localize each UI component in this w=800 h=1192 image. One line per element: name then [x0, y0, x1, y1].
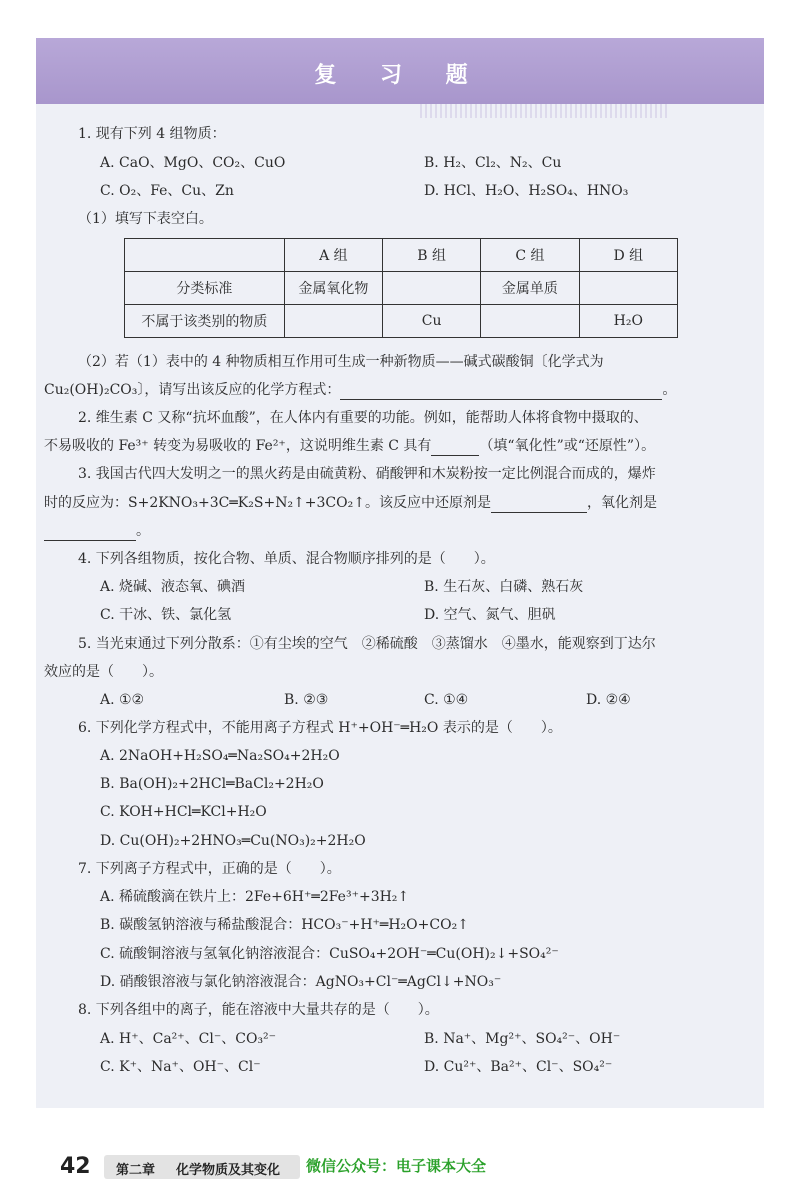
answer-blank — [340, 385, 662, 400]
table-row — [125, 305, 678, 338]
table-cell — [284, 305, 382, 338]
table-header-d: D 组 — [579, 239, 677, 272]
q7-option-d: D. 硝酸银溶液与氯化钠溶液混合：AgNO₃+Cl⁻═AgCl↓+NO₃⁻ — [100, 974, 502, 990]
table-row-label: 不属于该类别的物质 — [125, 305, 285, 338]
q8-stem: 8. 下列各组中的离子，能在溶液中大量共存的是（ ）。 — [78, 1002, 439, 1018]
table-cell: 金属氧化物 — [284, 272, 382, 305]
q2-hint: （填“氧化性”或“还原性”）。 — [479, 438, 656, 454]
page-title: 复 习 题 — [314, 63, 486, 88]
header-decoration — [420, 104, 670, 118]
q1-option-a: A. CaO、MgO、CO₂、CuO — [100, 155, 286, 171]
q1-stem: 1. 现有下列 4 组物质： — [78, 126, 226, 142]
table-row — [125, 272, 678, 305]
q1-option-c: C. O₂、Fe、Cu、Zn — [100, 183, 234, 199]
q5-option-c: C. ①④ — [424, 692, 469, 708]
q2-text: 不易吸收的 Fe³⁺ 转变为易吸收的 Fe²⁺，这说明维生素 C 具有 — [44, 438, 432, 454]
q3-line2 — [44, 493, 657, 513]
watermark-text: 微信公众号：电子课本大全 — [306, 1157, 487, 1175]
table-cell — [579, 272, 677, 305]
q1-sub2-end: 。 — [662, 382, 677, 398]
q4-option-b: B. 生石灰、白磷、熟石灰 — [424, 579, 584, 595]
q3-text-2: ，氧化剂是 — [586, 495, 657, 511]
table-cell: Cu — [382, 305, 480, 338]
q8-option-c: C. K⁺、Na⁺、OH⁻、Cl⁻ — [100, 1059, 261, 1075]
q1-option-d: D. HCl、H₂O、H₂SO₄、HNO₃ — [424, 183, 629, 199]
table-cell — [125, 239, 285, 272]
q1-option-b: B. H₂、Cl₂、N₂、Cu — [424, 155, 562, 171]
q4-option-d: D. 空气、氮气、胆矾 — [424, 607, 556, 623]
q1-sub1: （1）填写下表空白。 — [78, 211, 213, 227]
q5-option-d: D. ②④ — [586, 692, 631, 708]
table-header-a: A 组 — [284, 239, 382, 272]
classification-table — [124, 238, 678, 338]
q3-line1: 3. 我国古代四大发明之一的黑火药是由硫黄粉、硝酸钾和木炭粉按一定比例混合而成的，爆炸 — [78, 466, 656, 482]
q3-line3 — [44, 521, 150, 541]
q3-text: 时的反应为：S+2KNO₃+3C═K₂S+N₂↑+3CO₂↑。该反应中还原剂是 — [44, 495, 491, 511]
q1-sub2-line1: （2）若（1）表中的 4 种物质相互作用可生成一种新物质——碱式碳酸铜〔化学式为 — [78, 354, 604, 370]
chapter-number: 第二章 — [116, 1163, 156, 1178]
q8-option-a: A. H⁺、Ca²⁺、Cl⁻、CO₃²⁻ — [100, 1031, 277, 1047]
table-header-b: B 组 — [382, 239, 480, 272]
q5-option-a: A. ①② — [100, 692, 145, 708]
q5-line2: 效应的是（ ）。 — [44, 664, 163, 680]
q7-option-a: A. 稀硫酸滴在铁片上：2Fe+6H⁺═2Fe³⁺+3H₂↑ — [100, 889, 410, 905]
answer-blank — [431, 441, 479, 456]
q4-option-a: A. 烧碱、液态氧、碘酒 — [100, 579, 246, 595]
q6-option-a: A. 2NaOH+H₂SO₄═Na₂SO₄+2H₂O — [100, 748, 340, 764]
q5-line1: 5. 当光束通过下列分散系：①有尘埃的空气 ②稀硫酸 ③蒸馏水 ④墨水，能观察到丁达尔 — [78, 636, 656, 652]
answer-blank — [44, 526, 136, 541]
q1-sub2-text: Cu₂(OH)₂CO₃〕，请写出该反应的化学方程式： — [44, 382, 341, 398]
page-number: 42 — [60, 1154, 91, 1179]
q7-stem: 7. 下列离子方程式中，正确的是（ ）。 — [78, 861, 341, 877]
q3-end: 。 — [136, 523, 150, 539]
chapter-label — [104, 1155, 300, 1179]
table-row-label: 分类标准 — [125, 272, 285, 305]
q8-option-b: B. Na⁺、Mg²⁺、SO₄²⁻、OH⁻ — [424, 1031, 621, 1047]
q4-option-c: C. 干冰、铁、氯化氢 — [100, 607, 232, 623]
q4-stem: 4. 下列各组物质，按化合物、单质、混合物顺序排列的是（ ）。 — [78, 551, 495, 567]
q6-option-b: B. Ba(OH)₂+2HCl═BaCl₂+2H₂O — [100, 776, 324, 792]
answer-blank — [491, 498, 587, 513]
table-cell — [481, 305, 579, 338]
table-cell: 金属单质 — [481, 272, 579, 305]
table-cell: H₂O — [579, 305, 677, 338]
chapter-title: 化学物质及其变化 — [176, 1163, 281, 1178]
table-cell — [382, 272, 480, 305]
q2-line1: 2. 维生素 C 又称“抗坏血酸”，在人体内有重要的功能。例如，能帮助人体将食物中摄取的、 — [78, 410, 648, 426]
q5-option-b: B. ②③ — [284, 692, 329, 708]
q6-option-d: D. Cu(OH)₂+2HNO₃═Cu(NO₃)₂+2H₂O — [100, 833, 366, 849]
q1-sub2-line2 — [44, 380, 676, 400]
q7-option-c: C. 硫酸铜溶液与氢氧化钠溶液混合：CuSO₄+2OH⁻═Cu(OH)₂↓+SO₄²⁻ — [100, 946, 559, 962]
q6-option-c: C. KOH+HCl═KCl+H₂O — [100, 804, 267, 820]
table-row — [125, 239, 678, 272]
q6-stem: 6. 下列化学方程式中，不能用离子方程式 H⁺+OH⁻═H₂O 表示的是（ ）。 — [78, 720, 562, 736]
q8-option-d: D. Cu²⁺、Ba²⁺、Cl⁻、SO₄²⁻ — [424, 1059, 613, 1075]
q2-line2 — [44, 436, 655, 456]
q7-option-b: B. 碳酸氢钠溶液与稀盐酸混合：HCO₃⁻+H⁺═H₂O+CO₂↑ — [100, 917, 469, 933]
table-header-c: C 组 — [481, 239, 579, 272]
